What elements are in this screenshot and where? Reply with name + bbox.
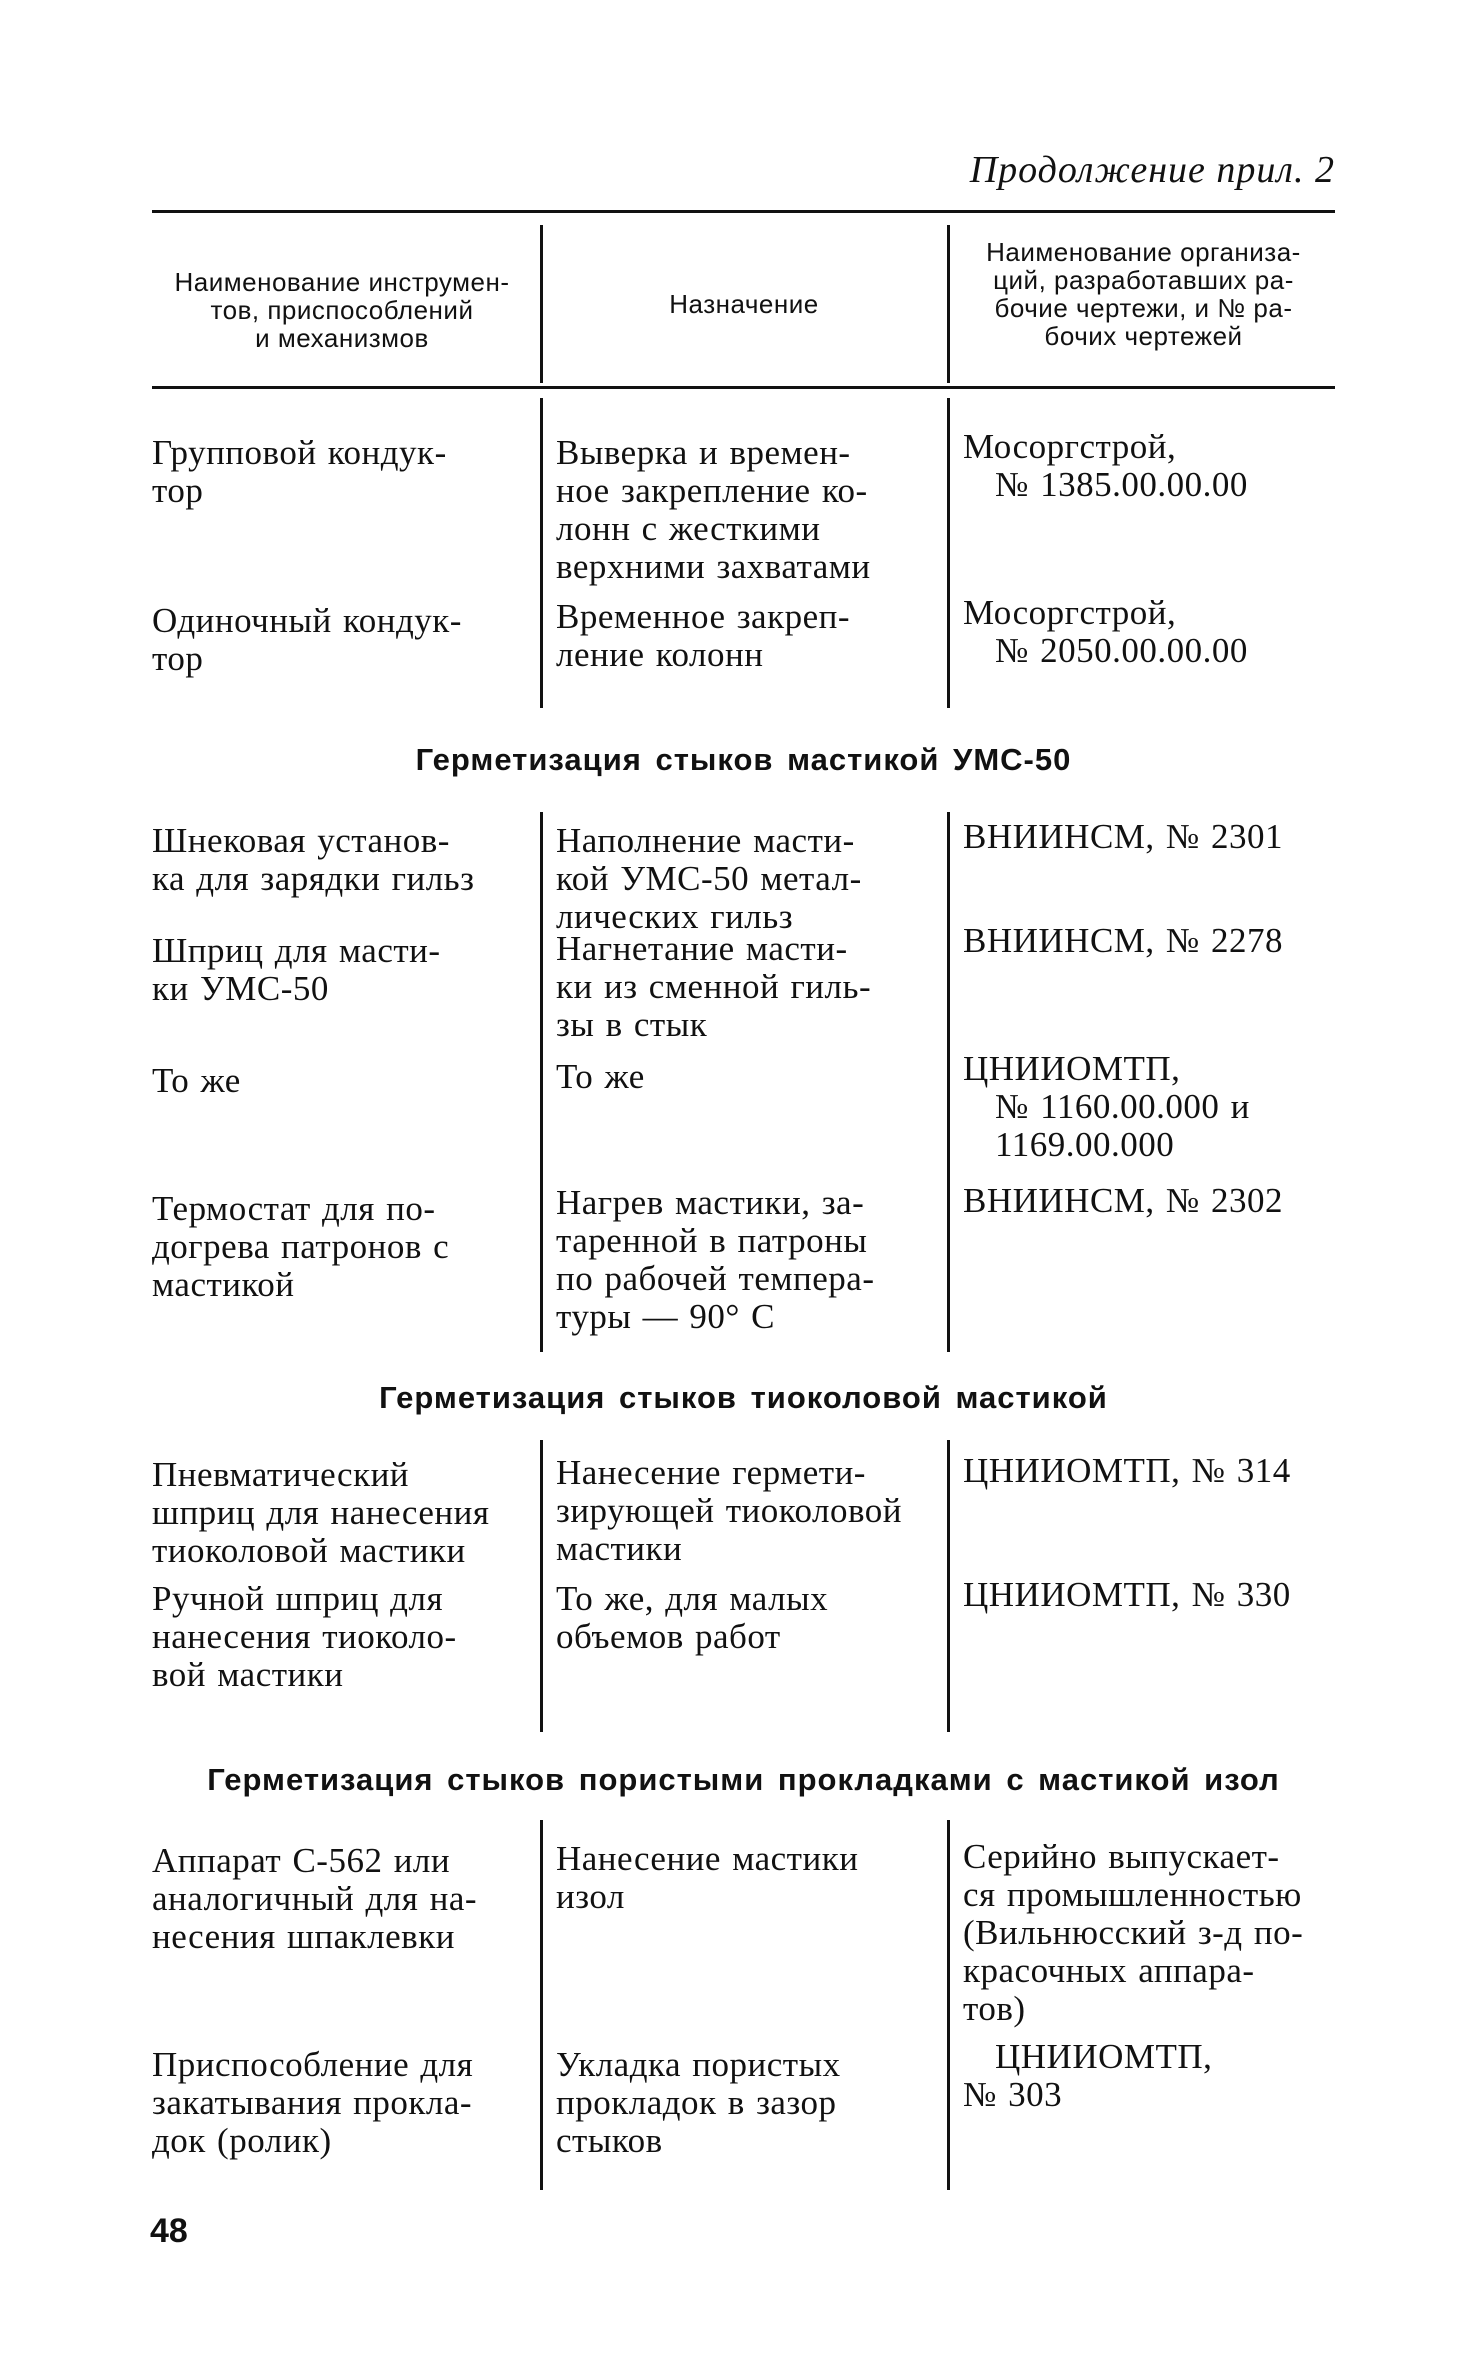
table-cell-purpose: Укладка пористых прокладок в зазор стыков	[556, 2045, 841, 2160]
table-cell-organization	[963, 428, 1335, 504]
drawing-number: № 303	[963, 2075, 1063, 2114]
table-cell-name: Пневматический шприц для нанесения тиоколовой мастики	[152, 1455, 490, 1570]
page-number: 48	[150, 2212, 188, 2250]
table-cell-organization	[963, 594, 1335, 670]
table-cell-organization	[963, 2038, 1335, 2114]
table-cell-purpose: Нагрев мастики, за- таренной в патроны по рабочей темпера- туры — 90° С	[556, 1183, 875, 1336]
table-cell-name: То же	[152, 1061, 241, 1100]
column-rule	[540, 225, 543, 383]
table-cell-name: Термостат для по- догрева патронов с мастикой	[152, 1189, 450, 1304]
table-cell-organization: ВНИИНСМ, № 2301	[963, 817, 1284, 856]
drawing-number: № 2050.00.00.00	[995, 631, 1248, 670]
table-cell-organization: ЦНИИОМТП, № 330	[963, 1575, 1291, 1614]
drawing-number: № 1160.00.000 и 1169.00.000	[995, 1087, 1250, 1164]
table-cell-organization: Серийно выпускает- ся промышленностью (Вильнюсский з-д по- красочных аппара- тов)	[963, 1837, 1304, 2028]
table-cell-purpose: Наполнение масти- кой УМС-50 метал- лических гильз	[556, 821, 862, 936]
organization-name: ЦНИИОМТП,	[963, 1049, 1181, 1088]
table-cell-name: Шприц для масти- ки УМС-50	[152, 931, 441, 1008]
table-cell-name: Шнековая установ- ка для зарядки гильз	[152, 821, 475, 898]
drawing-number: № 1385.00.00.00	[995, 465, 1248, 504]
table-top-rule	[152, 210, 1335, 213]
table-cell-name: Одиночный кондук- тор	[152, 601, 462, 678]
column-rule	[947, 812, 950, 1352]
column-rule	[540, 812, 543, 1352]
section-title: Герметизация стыков мастикой УМС-50	[415, 742, 1072, 777]
running-head: Продолжение прил. 2	[969, 149, 1335, 191]
table-cell-purpose: То же	[556, 1057, 645, 1096]
table-cell-organization: ЦНИИОМТП, № 314	[963, 1451, 1291, 1490]
column-rule	[947, 225, 950, 383]
table-cell-purpose: Нанесение гермети- зирующей тиоколовой мастики	[556, 1453, 902, 1568]
organization-name: Мосоргстрой,	[963, 593, 1177, 632]
table-cell-organization: ВНИИНСМ, № 2302	[963, 1181, 1284, 1220]
column-rule	[540, 1820, 543, 2190]
table-cell-name: Аппарат С-562 или аналогичный для на- несения шпаклевки	[152, 1841, 478, 1956]
column-header-name: Наименование инструмен- тов, приспособлений и механизмов	[174, 267, 510, 353]
column-header-purpose: Назначение	[669, 289, 819, 319]
column-rule	[947, 398, 950, 708]
organization-name: Мосоргстрой,	[963, 427, 1177, 466]
column-rule	[540, 1440, 543, 1732]
section-title: Герметизация стыков тиоколовой мастикой	[379, 1380, 1108, 1415]
table-cell-organization	[963, 1050, 1335, 1164]
column-rule	[947, 1440, 950, 1732]
table-cell-purpose: Нагнетание масти- ки из сменной гиль- зы в стык	[556, 929, 872, 1044]
table-cell-purpose: Нанесение мастики изол	[556, 1839, 859, 1916]
header-bottom-rule	[152, 386, 1335, 389]
table-cell-purpose: Выверка и времен- ное закрепление ко- лонн с жесткими верхними захватами	[556, 433, 871, 586]
column-header-organization: Наименование организа- ций, разработавших ра- бочие чертежи, и № ра- бочих чертежей	[986, 237, 1301, 351]
table-cell-name: Приспособление для закатывания прокла- док (ролик)	[152, 2045, 474, 2160]
section-title: Герметизация стыков пористыми прокладками с мастикой изол	[207, 1762, 1280, 1797]
table-cell-name: Ручной шприц для нанесения тиоколо- вой мастики	[152, 1579, 457, 1694]
organization-name: ЦНИИОМТП,	[995, 2037, 1213, 2076]
table-cell-name: Групповой кондук- тор	[152, 433, 447, 510]
column-rule	[947, 1820, 950, 2190]
table-cell-purpose: Временное закреп- ление колонн	[556, 597, 851, 674]
table-cell-organization: ВНИИНСМ, № 2278	[963, 921, 1284, 960]
column-rule	[540, 398, 543, 708]
table-cell-purpose: То же, для малых объемов работ	[556, 1579, 829, 1656]
